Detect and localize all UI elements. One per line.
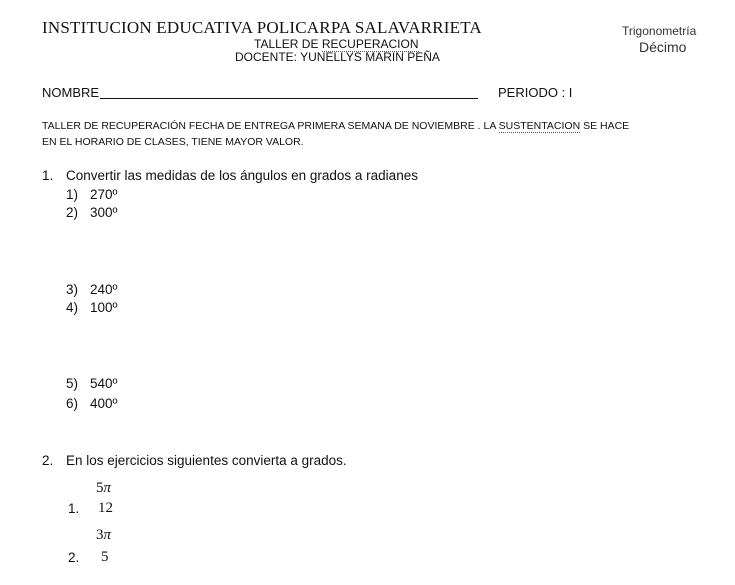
instructions: [42, 118, 642, 150]
workshop-title-prefix: TALLER DE: [254, 37, 322, 51]
list-item: [66, 300, 117, 315]
item-value: 300º: [90, 205, 118, 220]
pi-symbol: π: [103, 480, 112, 496]
grade-label: Décimo: [639, 39, 687, 55]
instructions-part2: SE HACE EN EL HORARIO DE CLASES, TIENE MAYOR VALOR.: [42, 120, 630, 148]
subject-label: Trigonometría: [622, 24, 697, 38]
item-number: 6): [66, 396, 79, 411]
item-value: 270º: [90, 187, 118, 202]
list-item: [66, 282, 117, 297]
exercise1-numerator: [96, 480, 111, 497]
exercise2-denominator: 5: [101, 549, 109, 565]
pi-symbol: π: [103, 527, 112, 543]
item-number: 4): [66, 300, 79, 315]
item-number: 2): [66, 205, 79, 220]
list-item: [66, 187, 117, 202]
numerator-digit: 5: [96, 480, 104, 496]
item-value: 400º: [90, 396, 118, 411]
item-number: 3): [66, 282, 79, 297]
numerator-digit: 3: [96, 527, 104, 543]
workshop-title-word: RECUPERACION: [321, 37, 419, 51]
exercise1-denominator: 12: [98, 500, 113, 516]
item-value: 100º: [90, 300, 118, 315]
question1-number: 1.: [42, 168, 54, 183]
list-item: [66, 396, 117, 411]
question2-title: [42, 453, 347, 468]
list-item: [66, 205, 117, 220]
question1-text: Convertir las medidas de los ángulos en grados a radianes: [66, 168, 418, 183]
list-item: [66, 376, 117, 391]
question1-title: [42, 168, 418, 183]
school-name: INSTITUCION EDUCATIVA POLICARPA SALAVARRIETA: [42, 18, 482, 37]
exercise2-numerator: [96, 527, 111, 544]
item-number: 5): [66, 376, 79, 391]
exercise1-number: 1.: [68, 501, 80, 516]
question2-text: En los ejercicios siguientes convierta a grados.: [66, 453, 347, 468]
instructions-part1: TALLER DE RECUPERACIÓN FECHA DE ENTREGA PRIMERA SEMANA DE NOVIEMBRE . LA: [42, 120, 499, 132]
name-blank-line: [100, 98, 478, 99]
item-value: 540º: [90, 376, 118, 391]
item-value: 240º: [90, 282, 118, 297]
teacher-name: DOCENTE: YUNELLYS MARIN PEÑA: [235, 50, 440, 64]
instructions-underlined: SUSTENTACION: [498, 120, 581, 132]
name-label: NOMBRE: [42, 85, 100, 100]
question2-number: 2.: [42, 453, 54, 468]
workshop-title: [254, 37, 419, 51]
period-label: PERIODO : I: [498, 85, 573, 100]
exercise2-number: 2.: [68, 550, 80, 565]
item-number: 1): [66, 187, 79, 202]
